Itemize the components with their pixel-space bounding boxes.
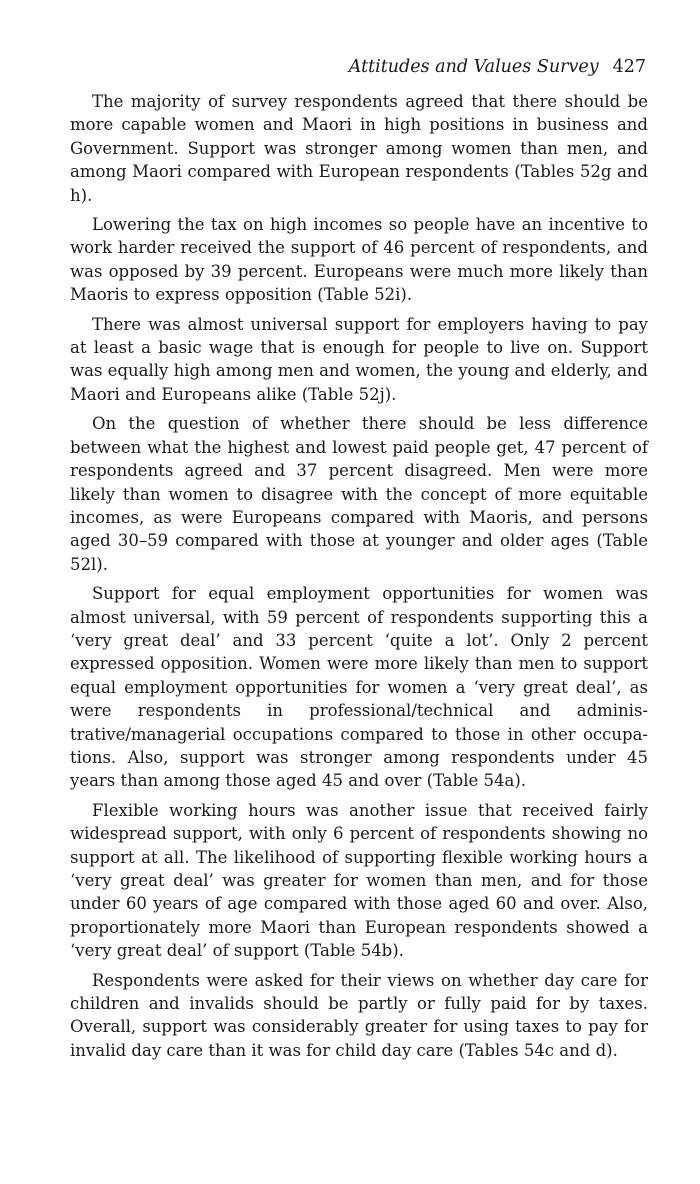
- paragraph-basic-wage: There was almost universal support for employers having to pay at least a basic wage that is enough for people to live on. Support was equally high among men and women, the young and elderly, and Maori and Europeans alike (Table 52j).: [70, 314, 648, 404]
- paragraph-pay-difference: On the question of whether there should be less difference between what the highest and lowest paid people get, 47 percent of respondents agreed and 37 percent disagreed. Men were more likely than women to disagree with the concept of more equitable incomes, as were Europeans compared with Maoris, and persons aged 30–59 compared with those at younger and older ages (Table 52l).: [70, 414, 648, 574]
- page-number: 427: [612, 57, 646, 77]
- paragraph-equal-employment: Support for equal employment opportunities for women was almost universal, with 59 percent of respondents supporting this a ‘very great deal’ and 33 percent ‘quite a lot’. Only 2 percent expressed opposition. Women were more likely than men to support equal employment opportunities for women a ‘very great deal’, as were respondents in professional/technical and administrative/managerial occupations compared to those in other occupations. Also, support was stronger among respondents under 45 years than among those aged 45 and over (Table 54a).: [70, 584, 648, 791]
- paragraph-tax-high-incomes: Lowering the tax on high incomes so people have an incentive to work harder received the support of 46 percent of respondents, and was opposed by 39 percent. Europeans were much more likely than Maoris to express opposition (Table 52i).: [70, 215, 648, 305]
- running-head: [70, 56, 648, 78]
- paragraph-women-maori-positions: The majority of survey respondents agreed that there should be more capable women and Maori in high positions in business and Government. Support was stronger among women than men, and among Maori compared with European respondents (Tables 52g and h).: [70, 92, 648, 205]
- paragraph-day-care-taxes: Respondents were asked for their views on whether day care for children and invalids should be partly or fully paid for by taxes. Overall, support was considerably greater for using taxes to pay for invalid day care than it was for child day care (Tables 54c and d).: [70, 970, 648, 1060]
- book-page: [70, 56, 648, 1068]
- body-text: [70, 90, 648, 1062]
- running-title: Attitudes and Values Survey: [348, 57, 599, 77]
- paragraph-flexible-hours: Flexible working hours was another issue that received fairly widespread support, with only 6 percent of respondents showing no support at all. The likelihood of supporting flexible working hours a ‘very great deal’ was greater for women than men, and for those under 60 years of age compared with those aged 60 and over. Also, proportionately more Maori than European respondents showed a ‘very great deal’ of support (Table 54b).: [70, 800, 648, 961]
